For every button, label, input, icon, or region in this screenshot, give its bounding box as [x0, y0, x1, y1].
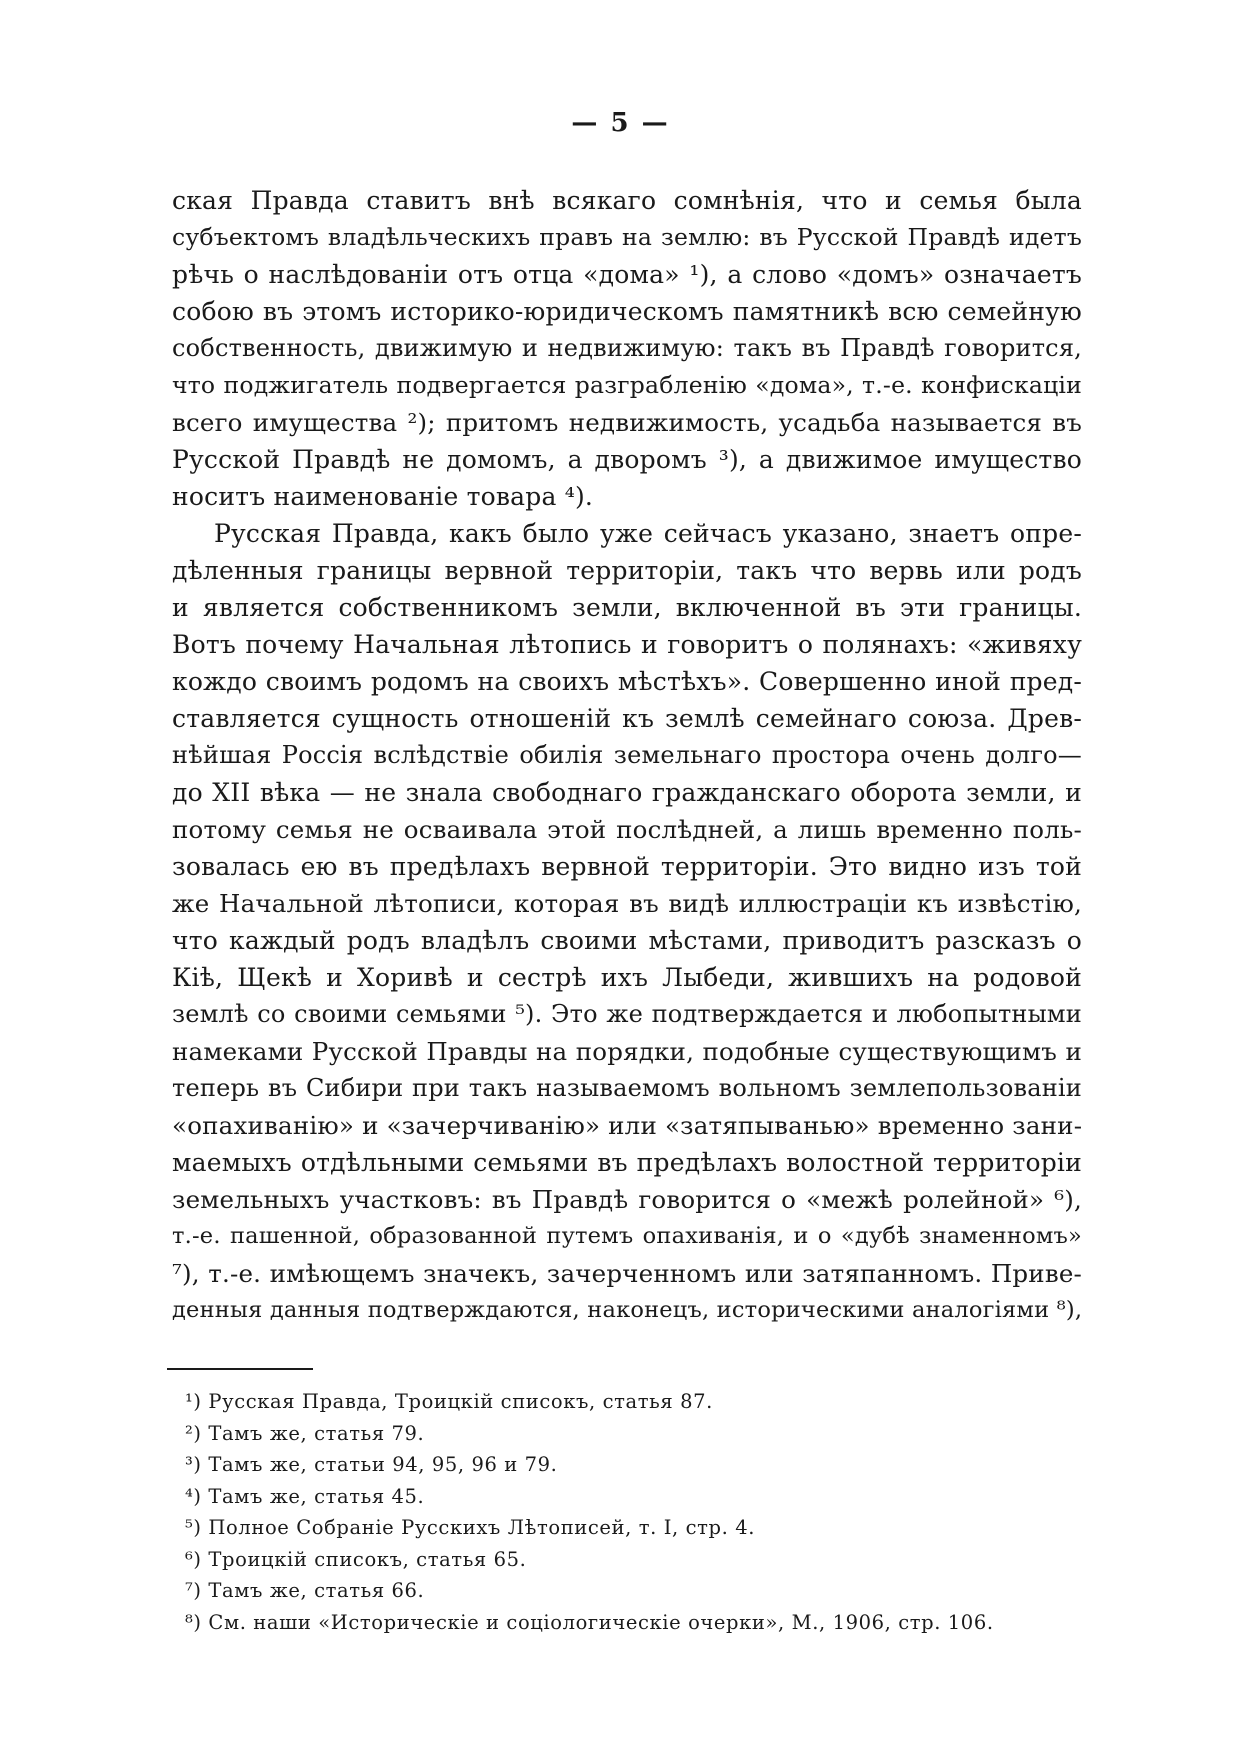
- text-line: зовалась ею въ предѣлахъ вервной территоріи. Это видно изъ той: [172, 852, 1082, 881]
- footnote: ⁴) Тамъ же, статья 45.: [185, 1484, 425, 1508]
- text-line: всего имущества ²); притомъ недвижимость, усадьба называется въ: [172, 408, 1082, 437]
- text-line: собою въ этомъ историко-юридическомъ памятникѣ всю семейную: [172, 297, 1082, 326]
- page-number: — 5 —: [571, 108, 670, 138]
- paragraph-start-line: Русская Правда, какъ было уже сейчасъ указано, знаетъ опре-: [214, 519, 1082, 548]
- text-line: рѣчь о наслѣдованіи отъ отца «дома» ¹), а слово «домъ» означаетъ: [172, 260, 1082, 289]
- text-line: нѣйшая Россія вслѣдствіе обилія земельнаго простора очень долго—: [172, 741, 1082, 769]
- footnote: ²) Тамъ же, статья 79.: [185, 1421, 425, 1445]
- text-line: «опахиванію» и «зачерчиванію» или «затяпыванью» временно зани-: [172, 1111, 1083, 1140]
- text-line: маемыхъ отдѣльными семьями въ предѣлахъ волостной территоріи: [172, 1148, 1082, 1177]
- text-line: ⁷), т.-е. имѣющемъ значекъ, зачерченномъ или затяпанномъ. Приве-: [172, 1259, 1082, 1288]
- text-line: до XII вѣка — не знала свободнаго гражданскаго оборота земли, и: [172, 778, 1082, 807]
- text-line: намеками Русской Правды на порядки, подобные существующимъ и: [172, 1037, 1082, 1066]
- text-line: субъектомъ владѣльческихъ правъ на землю: въ Русской Правдѣ идетъ: [172, 223, 1082, 251]
- footnote: ⁷) Тамъ же, статья 66.: [185, 1579, 425, 1602]
- text-line: дѣленныя границы вервной территоріи, такъ что вервь или родъ: [172, 556, 1082, 585]
- text-line: т.-е. пашенной, образованной путемъ опахиванія, и о «дубѣ знаменномъ»: [172, 1223, 1082, 1249]
- text-line: ская Правда ставитъ внѣ всякаго сомнѣнія, что и семья была: [172, 186, 1082, 215]
- text-line: что каждый родъ владѣлъ своими мѣстами, приводитъ разсказъ о: [172, 926, 1082, 955]
- footnote: ⁶) Троицкій списокъ, статья 65.: [185, 1547, 527, 1571]
- text-line: ставляется сущность отношеній къ землѣ семейнаго союза. Древ-: [172, 704, 1082, 733]
- footnote: ³) Тамъ же, статьи 94, 95, 96 и 79.: [185, 1453, 558, 1476]
- text-line: Вотъ почему Начальная лѣтопись и говоритъ о полянахъ: «живяху: [172, 630, 1082, 659]
- text-line: денныя данныя подтверждаются, наконецъ, историческими аналогіями ⁸),: [172, 1297, 1083, 1323]
- text-line: кождо своимъ родомъ на своихъ мѣстѣхъ». Совершенно иной пред-: [172, 667, 1082, 696]
- footnote: ¹) Русская Правда, Троицкій списокъ, статья 87.: [185, 1390, 713, 1413]
- text-line: Русской Правдѣ не домомъ, а дворомъ ³), а движимое имущество: [172, 445, 1082, 474]
- text-line: что поджигатель подвергается разграбленію «дома», т.-е. конфискаціи: [172, 371, 1082, 399]
- footnote-separator: [167, 1368, 313, 1370]
- text-line: землѣ со своими семьями ⁵). Это же подтверждается и любопытными: [172, 1000, 1082, 1028]
- text-line: собственность, движимую и недвижимую: такъ въ Правдѣ говорится,: [172, 334, 1082, 362]
- footnote: ⁸) См. наши «Историческіе и соціологическіе очерки», М., 1906, стр. 106.: [185, 1610, 994, 1634]
- text-line: теперь въ Сибири при такъ называемомъ вольномъ землепользованіи: [172, 1074, 1082, 1102]
- text-line: и является собственникомъ земли, включенной въ эти границы.: [172, 593, 1082, 622]
- text-line: Кіѣ, Щекѣ и Хоривѣ и сестрѣ ихъ Лыбеди, жившихъ на родовой: [172, 963, 1082, 992]
- text-line: потому семья не осваивала этой послѣдней, а лишь временно поль-: [172, 815, 1082, 844]
- body-text: [172, 182, 1082, 1329]
- footnote: ⁵) Полное Собраніе Русскихъ Лѣтописей, т. I, стр. 4.: [185, 1516, 756, 1539]
- text-line: земельныхъ участковъ: въ Правдѣ говорится о «межѣ ролейной» ⁶),: [172, 1185, 1082, 1214]
- footnotes: [185, 1386, 1085, 1638]
- text-line: носитъ наименованіе товара ⁴).: [172, 482, 594, 511]
- text-line: же Начальной лѣтописи, которая въ видѣ иллюстраціи къ извѣстію,: [172, 889, 1082, 918]
